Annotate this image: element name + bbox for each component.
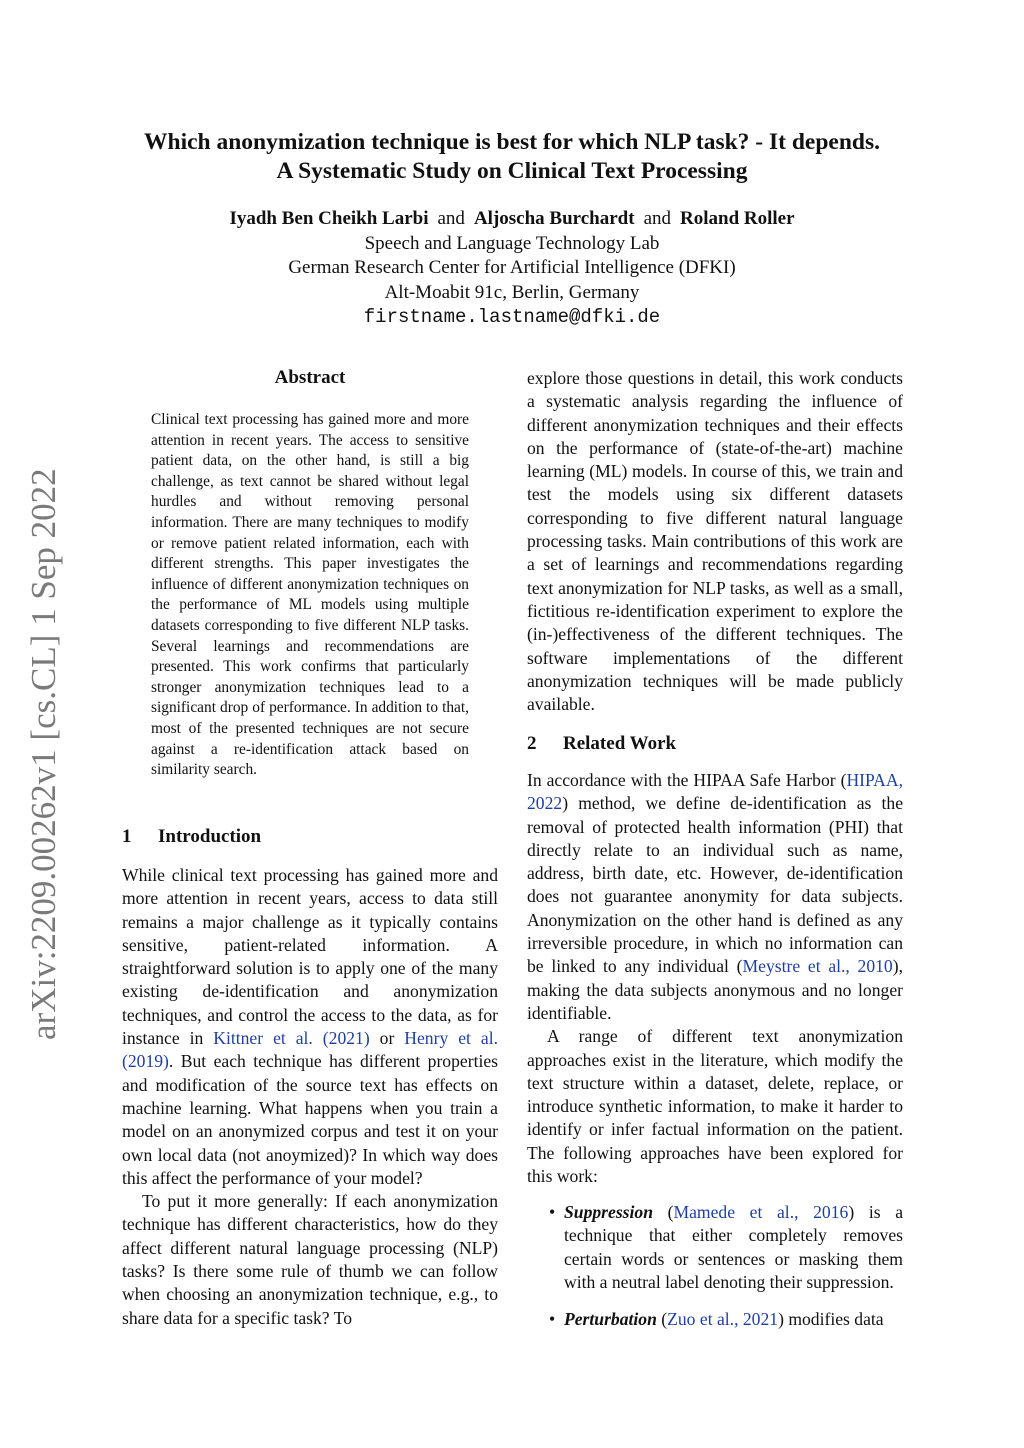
section-heading-related-work [527,733,676,755]
affiliation-address: Alt-Moabit 91c, Berlin, Germany [384,281,640,303]
citation-authors: Kittner et al. [213,1028,313,1049]
section-title: Related Work [563,733,677,754]
abstract-text: Clinical text processing has gained more and more attention in recent years. The access to sensitive patient data, on the other hand, is still a big challenge, as text cannot be shared without legal hurdles and without removing personal information. There are many techniques to modify or remove patient related information, each with different strengths. This paper investigates the influence of different anonymization techniques on the performance of ML models using multiple datasets corresponding to five different NLP tasks. Several learnings and recommendations are presented. This work confirms that particularly stronger anonymization techniques lead to a significant drop of performance. In addition to that, most of the presented techniques are not secure against a re-identification attack based on similarity search. [151,411,469,779]
bullet-term [564,1202,653,1222]
text-run: ) is a technique that either completely removes certain words or sentences or masking them with a neutral label denoting their suppression. [564,1202,903,1292]
right-column-top [527,367,903,716]
bullet-marker: • [549,1309,556,1330]
related-paragraph-1 [527,769,903,1025]
related-work-body [527,769,903,1188]
section-heading-introduction [122,826,261,848]
citation-year: (2019) [122,1051,169,1072]
text-run: or [369,1028,405,1049]
paper-title [100,128,924,186]
related-paragraph-2: A range of different text anonymization approaches exist in the literature, which modify the text structure within a dataset, delete, replace, or introduce synthetic information, to make it harder to identify or infer factual information on the patient. The following approaches have been explored for this work: [527,1026,903,1187]
author-block [100,207,924,330]
citation-link[interactable]: HIPAA, 2022 [527,770,903,814]
text-run: While clinical text processing has gained more and more attention in recent years, access to data still remains a major challenge as it typically contains sensitive, patient-related information. A straightforward solution is to apply one of the many existing de-identification and anonymization techniques, and control the access to the data, as for instance in [122,865,498,1049]
bullet-list [527,1201,903,1331]
citation-link[interactable]: Meystre et al., 2010 [742,956,893,977]
text-run: ) method, we define de-identification as the removal of protected health information (PHI) that directly relate to an individual such as name, address, birth date, etc. However, de-identification does not guarantee anonymity for data subjects. Anonymization on the other hand is defined as any irreversible procedure, in which no information can be linked to any individual ( [527,793,903,977]
affiliation-lab: Speech and Language Technology Lab [364,232,660,254]
citation-link[interactable] [213,1028,369,1048]
arxiv-identifier: arXiv:2209.00262v1 [cs.CL] 1 Sep 2022 [24,468,63,1040]
author-names [100,207,924,232]
citation-year: (2021) [322,1028,370,1049]
affiliation-org: German Research Center for Artificial Intelligence (DFKI) [288,257,736,278]
term-text: Perturbation [564,1309,657,1330]
author-separator: and [437,208,465,229]
title-line-2: A Systematic Study on Clinical Text Processing [276,158,748,184]
author-email: firstname.lastname@dfki.de [363,306,661,328]
text-run: ), making the data subjects anonymous and no longer identifiable. [527,956,903,1023]
intro-paragraph-continued: explore those questions in detail, this work conducts a systematic analysis regarding the influence of different anonymization techniques and their effects on the performance of (state-of-the-art) machine learning (ML) models. In course of this, we train and test the models using six different datasets corresponding to five different natural language processing tasks. Main contributions of this work are a set of learnings and recommendations regarding text anonymization for NLP tasks, as well as a small, fictitious re-identification experiment to explore the (in-)effectiveness of the different techniques. The software implementations of the different anonymization techniques will be made publicly available. [527,368,903,715]
left-column-body [122,864,498,1330]
bullet-item-suppression [527,1201,903,1294]
bullet-item-perturbation [527,1308,903,1331]
bullet-marker: • [549,1202,556,1222]
title-line-1: Which anonymization technique is best for which NLP task? - It depends. [144,129,880,155]
bullet-term [564,1309,657,1329]
section-title: Introduction [158,826,262,847]
text-run: ( [652,1202,674,1222]
author-1: Iyadh Ben Cheikh Larbi [229,208,429,229]
text-run: ) modifies data [778,1309,884,1330]
intro-paragraph-2: To put it more generally: If each anonymization technique has different characteristics, how do they affect different natural language processing (NLP) tasks? Is there some rule of thumb we can follow when choosing an anonymization technique, e.g., to share data for a specific task? To [122,1191,498,1328]
intro-paragraph-1 [122,864,498,1190]
author-3: Roland Roller [680,208,795,229]
text-run: . But each technique has different properties and modification of the source text has effects on machine learning. What happens when you train a model on an anonymized corpus and test it on your own local data (not anoymized)? In which way does this affect the performance of your model? [122,1051,498,1188]
text-run: In accordance with the HIPAA Safe Harbor ( [527,770,847,790]
section-number: 1 [122,826,132,847]
section-number: 2 [527,733,537,754]
author-2: Aljoscha Burchardt [473,208,635,229]
text-run: ( [656,1309,668,1330]
citation-link[interactable]: Mamede et al., 2016 [673,1202,849,1222]
term-text: Suppression [564,1202,653,1222]
citation-link[interactable]: Zuo et al., 2021 [667,1309,779,1330]
author-separator: and [643,208,672,229]
abstract-heading: Abstract [274,367,346,388]
citation-authors: Henry et al. [404,1028,498,1049]
